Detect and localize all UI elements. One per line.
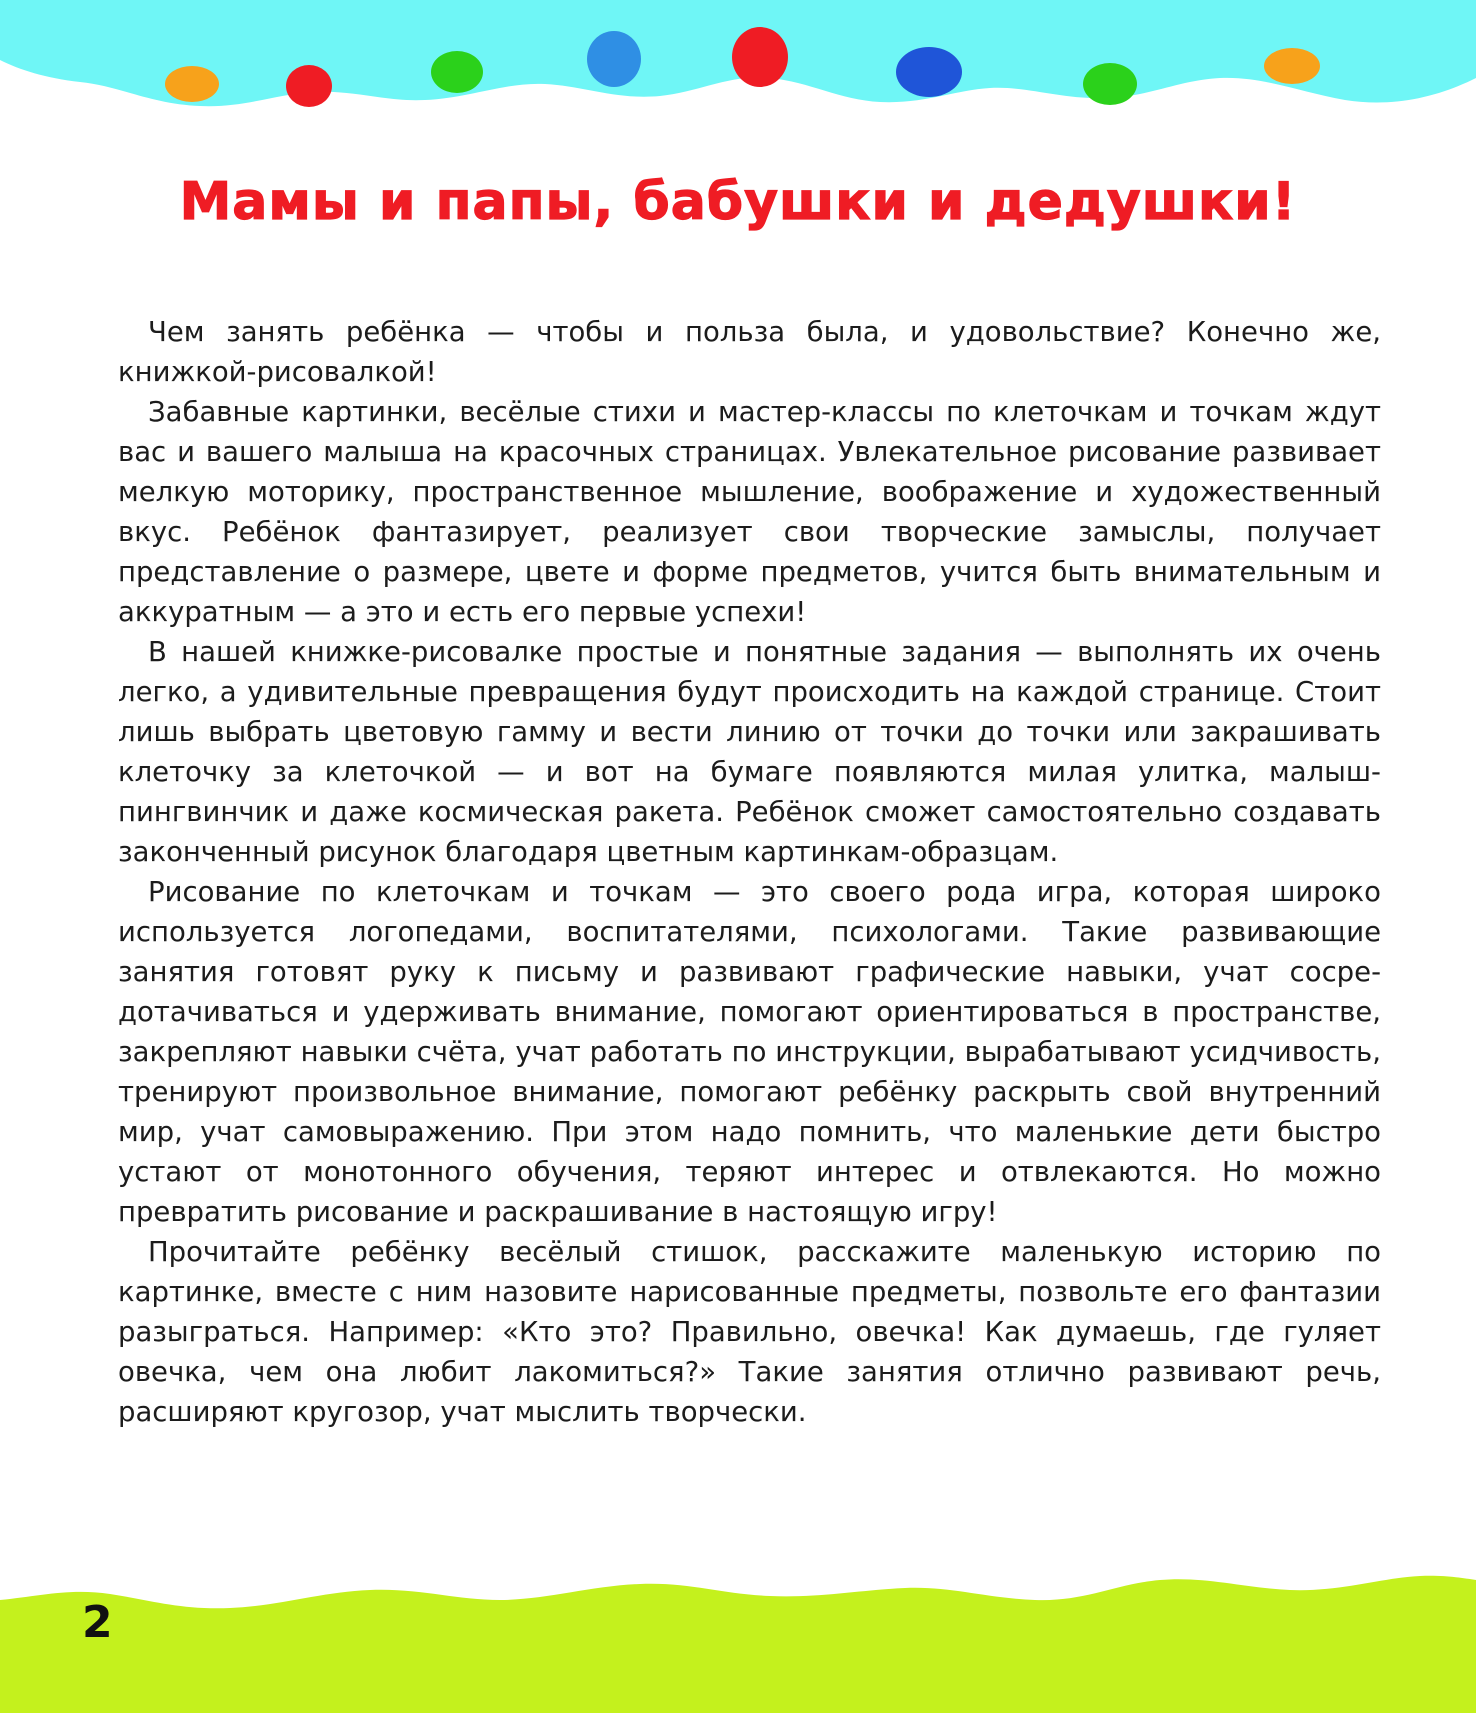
orange-dot — [165, 66, 219, 102]
red-dot — [286, 65, 332, 107]
paragraph: Чем занять ребёнка — чтобы и польза была, и удовольствие? Конечно же, книжкой-рисовалкой! — [118, 316, 1381, 388]
green-dot — [431, 51, 483, 93]
page-title: Мамы и папы, бабушки и дедушки! — [179, 172, 1297, 232]
paragraph: Прочитайте ребёнку весёлый стишок, расскажите маленькую историю по картинке, вместе с ним назовите нарисованные предметы, позвольте его фантазии разыграться. Например: «Кто это? Правильно, овечка! Как думаешь, где гуляет овечка, чем она любит лакомиться?» Такие занятия отлично развивают речь, расширяют кругозор, учат мыслить творчески. — [118, 1236, 1381, 1428]
red-dot — [732, 27, 788, 87]
paragraph: Забавные картинки, весёлые стихи и мастер-классы по клеточкам и точкам ждут вас и вашего малыша на красочных страницах. Увлекательное рисование развивает мелкую моторику, пространственное мышление, воображение и художественный вкус. Ребёнок фантазирует, реализует свои творческие замыслы, получает представление о размере, цвете и форме предметов, учится быть внимательным и аккуратным — а это и есть его первые успехи! — [118, 396, 1381, 628]
paragraph: В нашей книжке-рисовалке простые и понятные задания — выполнять их очень легко, а удивительные превращения будут происходить на каждой странице. Стоит лишь выбрать цветовую гамму и вести линию от точки до точки или закрашивать клеточку за клеточкой — и вот на бумаге появляются милая улитка, малыш-пингвинчик и даже космическая ракета. Ребёнок сможет самостоятельно создавать законченный рисунок благодаря цветным картинкам-образцам. — [118, 636, 1381, 868]
bottom-wave-shape — [0, 1576, 1476, 1713]
intro-text — [118, 312, 1381, 1432]
paragraph: Рисование по клеточкам и точкам — это своего рода игра, которая широко используется логопедами, воспитателями, психологами. Такие развивающие занятия готовят руку к письму и развивают графические навыки, учат сосредотачиваться и удерживать внимание, помогают ориентироваться в пространстве, закрепляют навыки счёта, учат работать по инструкции, вырабатывают усидчивость, тренируют произвольное внимание, помогают ребёнку раскрыть свой внутренний мир, учат самовыражению. При этом надо помнить, что маленькие дети быстро устают от монотонного обучения, теряют интерес и отвлекаются. Но можно превратить рисование и раскрашивание в настоящую игру! — [118, 876, 1381, 1228]
page-number: 2 — [82, 1597, 113, 1648]
green-dot — [1083, 63, 1137, 105]
blue-dot — [587, 31, 641, 87]
dark-blue-dot — [896, 47, 962, 97]
orange-dot — [1264, 48, 1320, 84]
top-decorative-band — [0, 0, 1476, 130]
bottom-decorative-band — [0, 1570, 1476, 1713]
